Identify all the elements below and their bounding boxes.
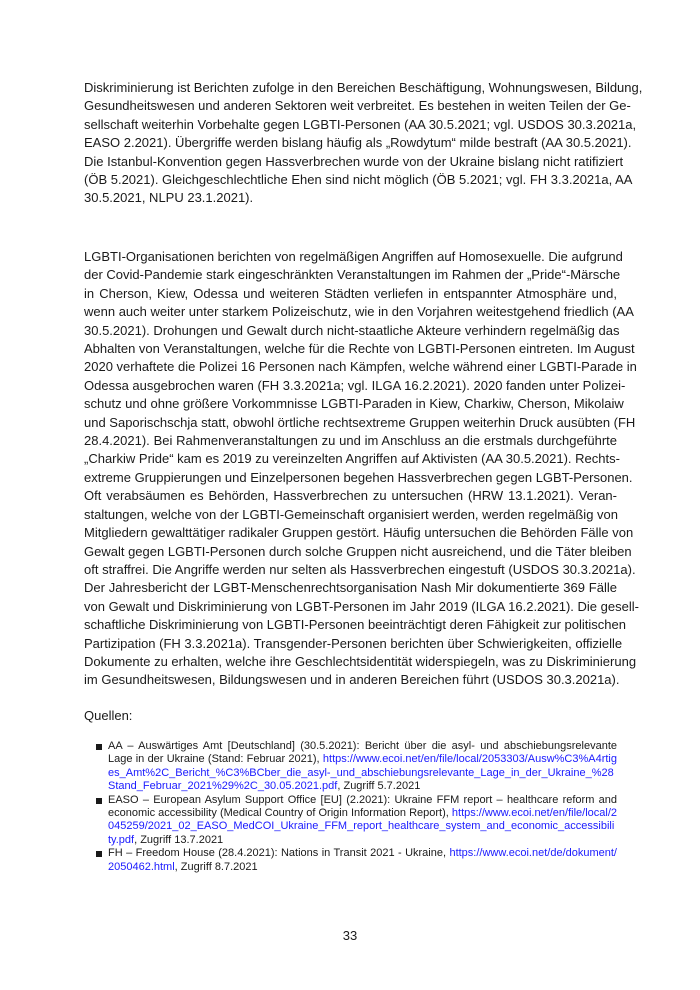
- square-bullet-icon: [96, 851, 102, 857]
- text-line: oft straffrei. Die Angriffe werden nur selten als Hassverbrechen eingestuft (USDOS 30.3.2021a).: [84, 561, 636, 577]
- source-link[interactable]: https://www.ecoi.net/de/dokument/2050462.html: [108, 847, 617, 873]
- text-line: (ÖB 5.2021). Gleichgeschlechtliche Ehen sind nicht möglich (ÖB 5.2021; vgl. FH 3.3.2021a, AA: [84, 172, 633, 188]
- text-line: Der Jahresbericht der LGBT-Menschenrechtsorganisation Nash Mir dokumentierte 369 Fälle: [84, 580, 617, 596]
- text-line: „Charkiw Pride“ kam es 2019 zu vereinzelten Angriffen auf Aktivisten (AA 30.5.2021). Rechts-: [84, 451, 620, 467]
- square-bullet-icon: [96, 798, 102, 804]
- text-line: Dokumente zu erhalten, welche ihre Geschlechtsidentität widerspiegeln, was zu Diskriminierung: [84, 653, 637, 669]
- source-access-date: , Zugriff 13.7.2021: [134, 833, 224, 846]
- text-line: Gewalt gegen LGBTI-Personen durch solche Gruppen nicht ausreichend, und die Täter bleiben: [84, 543, 632, 559]
- text-line: EASO 2.2021). Übergriffe werden bislang häufig als „Rowdytum“ milde bestraft (AA 30.5.2021).: [84, 135, 632, 151]
- sources-list: [96, 740, 617, 874]
- text-line: Diskriminierung ist Berichten zufolge in den Bereichen Beschäftigung, Wohnungswesen, Bildung,: [84, 80, 643, 95]
- text-line: Partizipation (FH 3.3.2021a). Transgender-Personen berichten über Schwierigkeiten, offizielle: [84, 635, 623, 651]
- source-item: [96, 740, 617, 794]
- text-line: 28.4.2021). Bei Rahmenveranstaltungen zu und im Anschluss an die erstmals durchgeführte: [84, 433, 617, 449]
- square-bullet-icon: [96, 744, 102, 750]
- text-line: von Gewalt und Diskriminierung von LGBT-Personen im Jahr 2019 (ILGA 16.2.2021). Die gesell-: [84, 598, 639, 614]
- text-line: schaftliche Diskriminierung von LGBTI-Personen beeinträchtigt deren Fähigkeit zur politischen: [84, 617, 626, 633]
- text-line: staltungen, welche von der LGBTI-Gemeinschaft organisiert werden, werden regelmäßig von: [84, 506, 618, 522]
- text-line: Gesundheitswesen und anderen Sektoren weit verbreitet. Es bestehen in weiten Teilen der Ge-: [84, 98, 631, 114]
- text-line: sellschaft weiterhin Vorbehalte gegen LGBTI-Personen (AA 30.5.2021; vgl. USDOS 30.3.2021a,: [84, 116, 637, 132]
- source-link[interactable]: https://www.ecoi.net/en/file/local/2053303/Ausw%C3%A4rtiges_Amt%2C_Bericht_%C3%BCber_die_asyl-_und_abschiebungsrelevante_Lage_in_der_Ukraine_%28Stand_Februar_2021%29%2C_30.05.2021.pdf: [108, 753, 617, 793]
- text-line: 30.5.2021, NLPU 23.1.2021).: [84, 190, 254, 206]
- source-link[interactable]: https://www.ecoi.net/en/file/local/2045259/2021_02_EASO_MedCOI_Ukraine_FFM_report_healthcare_system_and_economic_accessibility.pdf: [108, 807, 617, 846]
- text-line: Odessa ausgebrochen waren (FH 3.3.2021a; vgl. ILGA 16.2.2021). 2020 fanden unter Polizei-: [84, 377, 626, 393]
- text-line: 2020 verhaftete die Polizei 16 Personen nach Kämpfen, welche während einer LGBTI-Parade in: [84, 359, 637, 375]
- text-line: LGBTI-Organisationen berichten von regelmäßigen Angriffen auf Homosexuelle. Die aufgrund: [84, 249, 623, 264]
- source-text: AA – Auswärtiges Amt [Deutschland] (30.5.2021): Bericht über die asyl- und abschiebungsrelevante Lage in der Ukraine (Stand: Februar 2021),: [108, 740, 617, 766]
- sources-heading: Quellen:: [84, 708, 133, 723]
- text-line: Oft verabsäumen es Behörden, Hassverbrechen zu untersuchen (HRW 13.1.2021). Veran-: [84, 488, 617, 504]
- text-line: und Saporischschja statt, obwohl örtliche rechtsextreme Gruppen weiterhin Druck ausübten (FH: [84, 414, 636, 430]
- source-item: [96, 847, 617, 874]
- text-line: Mitgliedern gewalttätiger radikaler Gruppen gestört. Häufig untersuchen die Behörden Fälle von: [84, 525, 634, 541]
- text-line: der Covid-Pandemie stark eingeschränkten Veranstaltungen im Rahmen der „Pride“-Märsche: [84, 267, 621, 283]
- text-line: in Cherson, Kiew, Odessa und weiteren Städten verliefen in entspannter Atmosphäre und,: [84, 285, 617, 301]
- paragraph-lgbti-attacks: [84, 248, 639, 690]
- text-line: 30.5.2021). Drohungen und Gewalt durch nicht-staatliche Akteure verhindern regelmäßig das: [84, 322, 620, 338]
- text-line: im Gesundheitswesen, Bildungswesen und in anderen Bereichen führt (USDOS 30.3.2021a).: [84, 672, 620, 688]
- source-text: EASO – European Asylum Support Office [EU] (2.2021): Ukraine FFM report – healthcare reform and economic accessibility (Medical Country of Origin Information Report),: [108, 793, 617, 820]
- text-line: Die Istanbul-Konvention gegen Hassverbrechen wurde von der Ukraine bislang nicht ratifiziert: [84, 153, 624, 169]
- paragraph-discrimination: [84, 79, 643, 208]
- text-line: wenn auch weiter unter starkem Polizeischutz, wie in den Vorjahren weitestgehend friedlich (AA: [84, 304, 634, 320]
- source-item: [96, 794, 617, 848]
- text-line: schutz und ohne größere Vorkommnisse LGBTI-Paraden in Kiew, Charkiw, Cherson, Mikolaiw: [84, 396, 624, 412]
- text-line: extreme Gruppierungen und Einzelpersonen begehen Hassverbrechen gegen LGBT-Personen.: [84, 469, 633, 485]
- source-text: FH – Freedom House (28.4.2021): Nations in Transit 2021 - Ukraine,: [108, 847, 450, 860]
- page-number: 33: [342, 928, 358, 943]
- text-line: Abhalten von Veranstaltungen, welche für die Rechte von LGBTI-Personen eintreten. Im August: [84, 341, 635, 357]
- source-access-date: , Zugriff 8.7.2021: [174, 860, 258, 873]
- source-access-date: , Zugriff 5.7.2021: [337, 780, 421, 793]
